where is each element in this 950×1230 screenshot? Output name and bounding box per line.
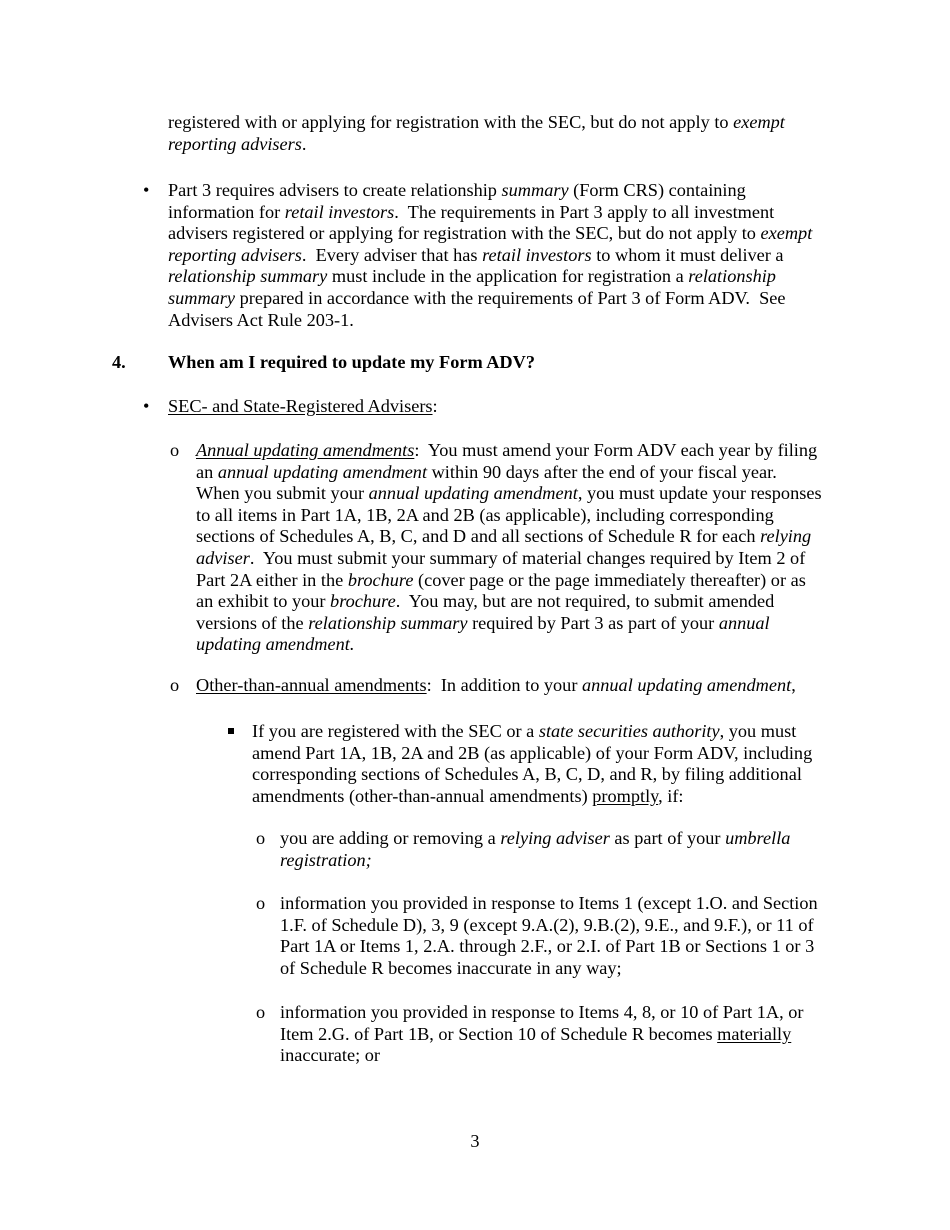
- registered-sec-item: [252, 721, 812, 807]
- continuation-paragraph: [168, 112, 785, 155]
- text-run: amendments (other-than-annual amendments): [252, 785, 593, 806]
- underlined-text: materially: [717, 1023, 792, 1044]
- text-line: [168, 352, 535, 374]
- text-run: Part 3 requires advisers to create relationship: [168, 180, 502, 200]
- text-line: [280, 850, 790, 872]
- underlined-text: promptly: [592, 785, 659, 806]
- text-line: [280, 958, 818, 980]
- text-line: [168, 310, 812, 332]
- text-run: an: [196, 461, 218, 482]
- text-line: [196, 526, 822, 548]
- text-run: (Form CRS) containing: [568, 180, 746, 200]
- text-run: . You must submit your summary of material changes required by Item 2 of: [249, 547, 806, 568]
- text-run: to all items in Part 1A, 1B, 2A and 2B (as applicable), including corresponding: [196, 504, 774, 525]
- text-line: [252, 743, 812, 765]
- text-run: registered with or applying for registration with the SEC, but do not apply to: [168, 112, 734, 132]
- text-line: [280, 936, 818, 958]
- text-run: Part 2A either in the: [196, 569, 348, 590]
- text-line: [280, 915, 818, 937]
- italic-text: relationship summary: [308, 612, 468, 633]
- text-line: [280, 1024, 803, 1046]
- italic-text: retail investors: [482, 244, 592, 265]
- text-run: When you submit your: [196, 483, 369, 504]
- text-run: to whom it must deliver a: [591, 244, 784, 265]
- text-line: [168, 134, 785, 156]
- italic-text: retail investors: [284, 201, 395, 222]
- page-number: 3: [470, 1131, 480, 1151]
- text-run: If you are registered with the SEC or a: [252, 721, 539, 741]
- text-line: [196, 462, 822, 484]
- inaccurate-any-way-item: [280, 893, 818, 979]
- text-run: advisers registered or applying for registration with the SEC, but do not apply to: [168, 223, 761, 244]
- circle-bullet-icon: o: [256, 1002, 266, 1022]
- registered-advisers-bullet: [168, 396, 438, 418]
- section-number: 4.: [112, 352, 126, 372]
- text-run: you are adding or removing a: [280, 828, 501, 848]
- text-run: versions of the: [196, 612, 309, 633]
- text-run: information you provided in response to Items 1 (except 1.O. and Section: [280, 893, 818, 913]
- italic-text: reporting advisers: [168, 244, 302, 265]
- square-bullet-icon: [228, 721, 234, 743]
- italic-text: annual updating amendment: [581, 675, 792, 695]
- underlined-text: Other-than-annual amendments: [196, 675, 427, 695]
- italic-text: annual updating amendment: [368, 483, 578, 504]
- text-line: [280, 1002, 803, 1024]
- text-run: . You may, but are not required, to submit amended: [395, 591, 775, 612]
- text-line: [168, 396, 438, 418]
- text-line: [280, 1045, 803, 1067]
- text-run: : You must amend your Form ADV each year by filing: [414, 440, 818, 460]
- section-4-heading: [168, 352, 535, 374]
- italic-text: brochure: [330, 591, 396, 612]
- italic-text: summary: [501, 180, 569, 200]
- underlined-text: SEC- and State-Registered Advisers: [168, 396, 433, 416]
- text-run: (cover page or the page immediately thereafter) or as: [413, 569, 806, 590]
- text-run: required by Part 3 as part of your: [467, 612, 719, 633]
- text-run: When am I required to update my Form ADV?: [168, 352, 535, 372]
- text-line: [168, 202, 812, 224]
- text-line: [280, 828, 790, 850]
- italic-text: umbrella: [725, 828, 791, 848]
- text-run: , you must: [719, 721, 797, 741]
- text-run: prepared in accordance with the requirements of Part 3 of Form ADV. See: [235, 287, 786, 308]
- italic-text: exempt: [733, 112, 785, 132]
- text-run: must include in the application for registration a: [327, 266, 689, 287]
- italic-text: adviser: [196, 547, 250, 568]
- part3-bullet: [168, 180, 812, 331]
- text-line: [168, 180, 812, 202]
- text-line: [168, 223, 812, 245]
- text-run: . The requirements in Part 3 apply to all investment: [394, 201, 775, 222]
- text-run: Advisers Act Rule 203-1.: [168, 309, 354, 330]
- text-run: : In addition to your: [426, 675, 582, 695]
- text-line: [252, 721, 812, 743]
- text-run: corresponding sections of Schedules A, B, C, D, and R, by filing additional: [252, 764, 802, 785]
- text-run: :: [432, 396, 438, 416]
- italic-text: relying: [760, 526, 812, 547]
- italic-text: reporting advisers: [168, 133, 302, 154]
- text-line: [196, 440, 822, 462]
- text-line: [168, 288, 812, 310]
- italic-text: brochure: [347, 569, 414, 590]
- italic-text: summary: [168, 287, 236, 308]
- text-run: amend Part 1A, 1B, 2A and 2B (as applicable) of your Form ADV, including: [252, 742, 813, 763]
- circle-bullet-icon: o: [170, 675, 180, 695]
- circle-bullet-icon: o: [256, 828, 266, 848]
- text-line: [196, 675, 796, 697]
- text-line: [168, 112, 785, 134]
- italic-text: relying adviser: [500, 828, 610, 848]
- text-line: [168, 245, 812, 267]
- text-line: [280, 893, 818, 915]
- square-bullet-icon: [228, 728, 234, 734]
- text-run: 1.F. of Schedule D), 3, 9 (except 9.A.(2), 9.B.(2), 9.E., and 9.F.), or 11 of: [280, 914, 814, 935]
- text-line: [252, 764, 812, 786]
- other-amendments-item: [196, 675, 796, 697]
- text-run: information you provided in response to Items 4, 8, or 10 of Part 1A, or: [280, 1002, 804, 1022]
- text-run: inaccurate; or: [280, 1045, 380, 1066]
- text-run: sections of Schedules A, B, C, and D and all sections of Schedule R for each: [196, 526, 761, 547]
- relying-adviser-item: [280, 828, 790, 871]
- text-line: [196, 634, 822, 656]
- text-run: information for: [168, 201, 285, 222]
- text-run: , if:: [658, 785, 684, 806]
- text-line: [252, 786, 812, 808]
- text-line: [196, 505, 822, 527]
- annual-amendments-item: [196, 440, 822, 656]
- italic-text: annual: [718, 612, 770, 633]
- text-run: .: [301, 133, 307, 154]
- italic-text: updating amendment.: [196, 634, 355, 655]
- italic-text: relationship summary: [168, 266, 328, 287]
- text-run: of Schedule R becomes inaccurate in any way;: [280, 957, 622, 978]
- italic-text: registration;: [280, 849, 372, 870]
- circle-bullet-icon: o: [256, 893, 266, 913]
- text-line: [196, 548, 822, 570]
- italic-text: state securities authority: [538, 721, 720, 741]
- bullet-icon: •: [143, 396, 150, 416]
- text-line: [168, 266, 812, 288]
- underlined-text: Annual updating amendments: [196, 440, 415, 460]
- text-run: an exhibit to your: [196, 591, 331, 612]
- circle-bullet-icon: o: [170, 440, 180, 460]
- italic-text: annual updating amendment: [217, 461, 428, 482]
- text-run: as part of your: [609, 828, 726, 848]
- italic-text: relationship: [688, 266, 776, 287]
- text-line: [196, 591, 822, 613]
- text-line: [196, 613, 822, 635]
- materially-inaccurate-item: [280, 1002, 803, 1067]
- text-line: [196, 483, 822, 505]
- text-run: ,: [791, 675, 796, 695]
- text-run: . Every adviser that has: [301, 244, 483, 265]
- italic-text: exempt: [760, 223, 813, 244]
- text-run: Item 2.G. of Part 1B, or Section 10 of Schedule R becomes: [280, 1023, 718, 1044]
- text-line: [196, 570, 822, 592]
- bullet-icon: •: [143, 180, 150, 200]
- text-run: , you must update your responses: [577, 483, 822, 504]
- text-run: within 90 days after the end of your fiscal year.: [427, 461, 777, 482]
- text-run: Part 1A or Items 1, 2.A. through 2.F., or 2.I. of Part 1B or Sections 1 or 3: [280, 936, 815, 957]
